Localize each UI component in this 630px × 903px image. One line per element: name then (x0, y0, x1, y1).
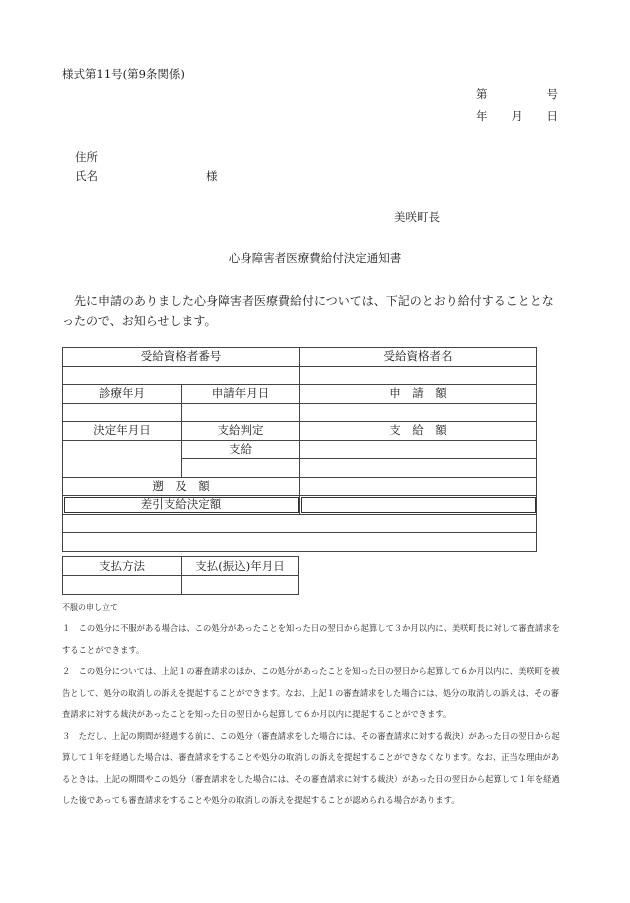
header-payment-amount: 支 給 額 (300, 422, 537, 441)
date-month: 月 (511, 109, 523, 123)
objection-item-2: ２ この処分については、上記１の審査請求のほか、この処分があったことを知った日の翌日から起算して６か月以内に、美咲町を被告として、処分の取消しの訴えを提起することができます。なお、上記１の審査請求をした場合には、処分の取消しの訴えは、その審査請求に対する裁決があったことを知った日の翌日から起算して６か月以内に提起することができます。 (62, 666, 560, 719)
name-label: 氏名 (75, 169, 98, 183)
number-prefix: 第 (476, 87, 488, 101)
header-application-date: 申請年月日 (182, 385, 300, 404)
header-recipient-name: 受給資格者名 (300, 348, 537, 367)
cell-payment-amount-1 (300, 440, 537, 459)
cell-payment-amount-2 (300, 459, 537, 478)
header-application-amount: 申 請 額 (300, 385, 537, 404)
cell-recipient-number (63, 366, 300, 385)
header-decision-date: 決定年月日 (63, 422, 182, 441)
name-line (75, 168, 218, 184)
document-number (476, 86, 558, 102)
blank-row (63, 514, 537, 533)
issuer: 美咲町長 (394, 210, 440, 224)
cell-payment-method (63, 576, 182, 595)
cell-payment-decision-value (182, 459, 300, 478)
date-year: 年 (476, 109, 488, 123)
cell-payment-date (182, 576, 299, 595)
header-payment-date: 支払(振込)年月日 (182, 557, 299, 576)
form-number: 様式第11号(第9条関係) (62, 67, 185, 81)
benefit-table (62, 347, 537, 552)
date-day: 日 (546, 109, 558, 123)
document-title: 心身障害者医療費給付決定通知書 (228, 251, 402, 265)
intro-paragraph: 先に申請のありました心身障害者医療費給付については、下記のとおり給付することとなったので、お知らせします。 (62, 294, 554, 328)
objection-item-3: ３ ただし、上記の期間が経過する前に、この処分（審査請求をした場合には、その審査請求に対する裁決）があった日の翌日から起算して１年を経過した場合は、審査請求をすることや処分の取消しの訴えを提起することができなくなります。なお、正当な理由があるときは、上記の期間やこの処分（審査請求をした場合には、その審査請求に対する裁決）があった日の翌日から起算して１年を経過した後であっても審査請求をすることや処分の取消しの訴えを提起することが認められる場合があります。 (62, 730, 560, 805)
objection-item-1: １ この処分に不服がある場合は、この処分があったことを知った日の翌日から起算して３か月以内に、美咲町長に対して審査請求をすることができます。 (62, 623, 560, 655)
header-retroactive-amount: 遡 及 額 (63, 477, 300, 496)
honorific: 様 (206, 169, 218, 183)
cell-decision-date (63, 440, 182, 477)
header-net-amount: 差引支給決定額 (63, 496, 300, 515)
cell-treatment-month (63, 403, 182, 422)
cell-application-date (182, 403, 300, 422)
objection-notes (62, 618, 562, 812)
cell-net-amount (300, 496, 537, 515)
address-label: 住所 (75, 150, 98, 164)
cell-retroactive-amount (300, 477, 537, 496)
number-suffix: 号 (546, 87, 558, 101)
header-payment-method: 支払方法 (63, 557, 182, 576)
cell-recipient-name (300, 366, 537, 385)
payment-table (62, 556, 299, 595)
objection-title: 不服の申し立て (62, 603, 118, 612)
cell-application-amount (300, 403, 537, 422)
issue-date (476, 108, 558, 124)
cell-payment-decision: 支給 (182, 440, 300, 459)
header-treatment-month: 診療年月 (63, 385, 182, 404)
header-recipient-number: 受給資格者番号 (63, 348, 300, 367)
header-payment-decision: 支給判定 (182, 422, 300, 441)
blank-row (63, 533, 537, 552)
